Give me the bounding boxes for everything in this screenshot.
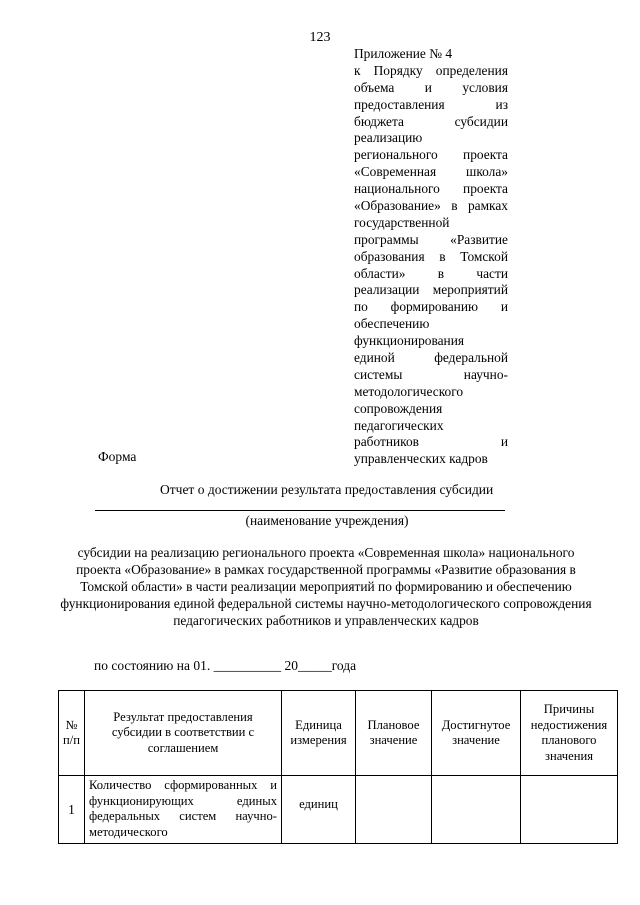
header-cell-number: № п/п (59, 691, 85, 776)
page-number: 123 (309, 30, 331, 45)
appendix-line: «Современная школа» (354, 164, 508, 180)
table-header-row (59, 691, 618, 776)
appendix-line: «Образование» в рамках (354, 198, 508, 214)
header-cell-unit: Единица измерения (282, 691, 356, 776)
appendix-line: объема и условия (354, 79, 508, 95)
header-cell-planned: Плановое значение (356, 691, 432, 776)
appendix-line: регионального проекта (354, 147, 508, 163)
row-reasons (521, 776, 618, 844)
appendix-line: программы «Развитие (354, 231, 508, 247)
appendix-line: единой федеральной (354, 350, 508, 366)
header-cell-reasons: Причины недостижения планового значения (521, 691, 618, 776)
institution-name-line (95, 510, 505, 511)
appendix-line: управленческих кадров (354, 451, 488, 467)
appendix-line: педагогических (354, 417, 444, 433)
header-cell-achieved: Достигнутое значение (432, 691, 521, 776)
header-cell-result: Результат предоставления субсидии в соответствии с соглашением (85, 691, 282, 776)
form-label: Форма (98, 449, 137, 464)
institution-caption: (наименование учреждения) (245, 513, 409, 528)
appendix-line: образования в Томской (354, 248, 508, 264)
appendix-line: по формированию и (354, 299, 508, 315)
row-planned (356, 776, 432, 844)
appendix-line: обеспечению (354, 316, 430, 332)
appendix-line: национального проекта (354, 181, 508, 197)
row-result: Количество сформированных и функционирующих единых федеральных систем научно-методического (85, 776, 282, 844)
appendix-line: методологического (354, 383, 464, 399)
appendix-line: государственной (354, 214, 450, 230)
results-table (58, 690, 618, 844)
table-row (59, 776, 618, 844)
appendix-line: предоставления из (354, 96, 508, 112)
appendix-line: функционирования (354, 333, 465, 349)
appendix-line: к Порядку определения (354, 62, 508, 78)
appendix-line: Приложение № 4 (354, 46, 453, 61)
subsidy-description: субсидии на реализацию регионального проекта «Современная школа» национального проекта «Образование» в рамках государственной программы «Развитие образования в Томской области» в части реализации мероприятий по формированию и обеспечению функционирования единой федеральной системы научно-методологического сопровождения педагогических работников и управленческих кадров (60, 545, 592, 628)
row-unit: единиц (282, 776, 356, 844)
appendix-line: бюджета субсидии (354, 113, 508, 129)
appendix-line: работников и (354, 434, 508, 450)
row-achieved (432, 776, 521, 844)
row-number: 1 (59, 776, 85, 844)
appendix-line: реализации мероприятий (354, 282, 508, 298)
appendix-line: сопровождения (354, 400, 443, 416)
appendix-line: области» в части (354, 265, 508, 281)
report-title: Отчет о достижении результата предоставления субсидии (160, 482, 494, 497)
appendix-block (354, 46, 508, 468)
appendix-line: реализацию (354, 130, 423, 146)
as-of-date: по состоянию на 01. __________ 20_____года (94, 658, 357, 673)
appendix-line: системы научно- (354, 366, 508, 382)
